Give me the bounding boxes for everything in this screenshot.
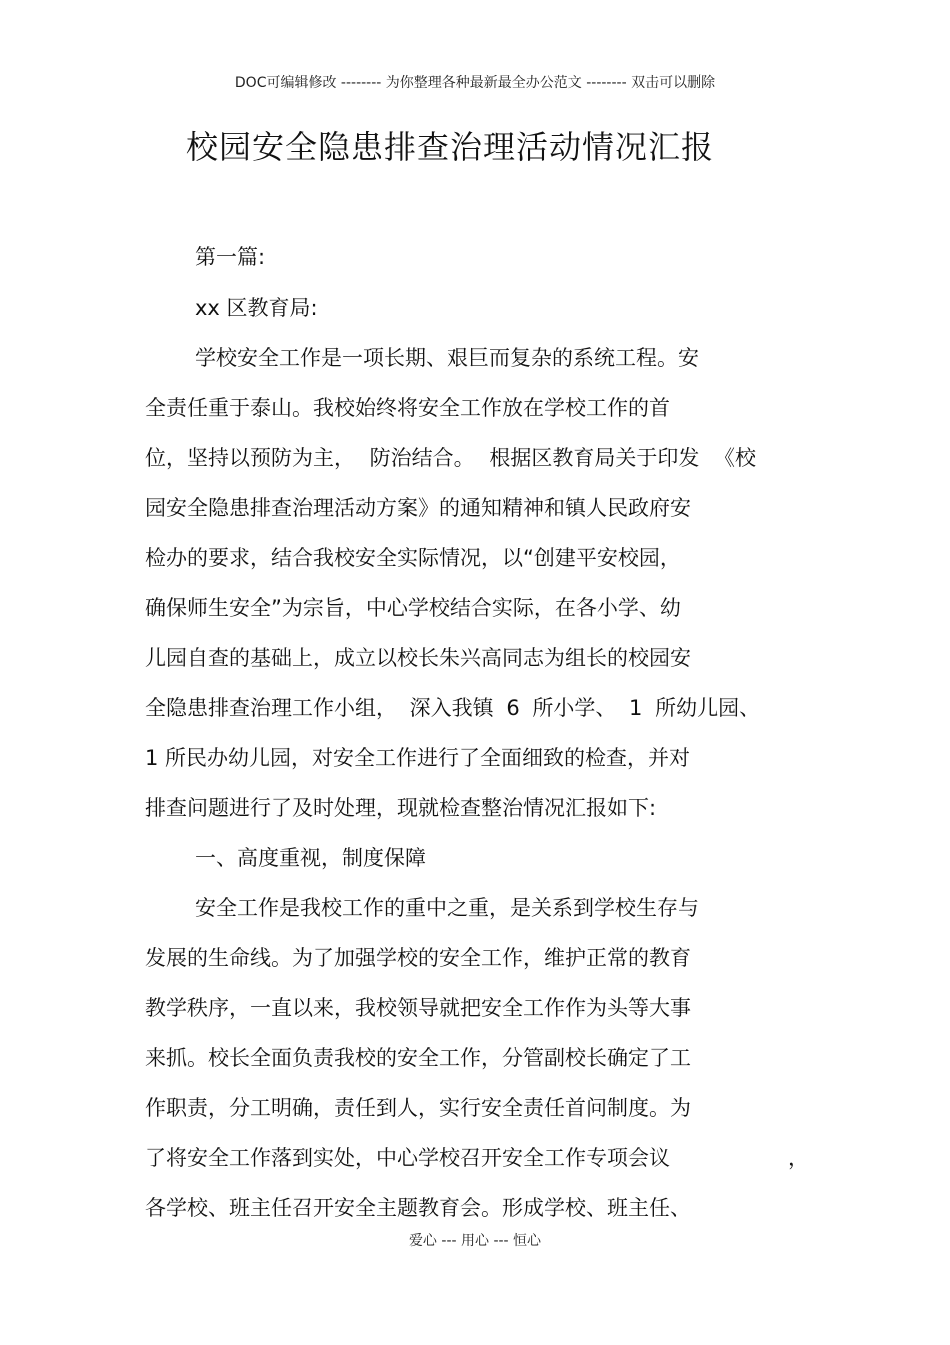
paragraph-line: 安全工作是我校工作的重中之重，是关系到学校生存与 <box>195 896 699 920</box>
paragraph-line: 位，坚持以预防为主， 防治结合。 根据区教育局关于印发 《校 <box>145 446 757 470</box>
paragraph-line: 教学秩序，一直以来，我校领导就把安全工作作为头等大事 <box>145 996 691 1020</box>
section-subheading: 一、高度重视，制度保障 <box>195 846 426 870</box>
paragraph-line: 全隐患排查治理工作小组， 深入我镇 6 所小学、 1 所幼儿园、 <box>145 696 761 720</box>
paragraph-line: 各学校、班主任召开安全主题教育会。形成学校、班主任、 <box>145 1196 691 1220</box>
page-footer: 爱心 --- 用心 --- 恒心 <box>408 1233 542 1249</box>
stray-comma: ， <box>788 1146 809 1170</box>
paragraph-line: 全责任重于泰山。我校始终将安全工作放在学校工作的首 <box>145 396 670 420</box>
paragraph-line: 学校安全工作是一项长期、艰巨而复杂的系统工程。安 <box>195 346 699 370</box>
paragraph-line: 来抓。校长全面负责我校的安全工作，分管副校长确定了工 <box>145 1046 691 1070</box>
page-header: DOC可编辑修改 -------- 为你整理各种最新最全办公范文 -------- 双击可以删除 <box>234 75 716 91</box>
paragraph-line: 儿园自查的基础上，成立以校长朱兴高同志为组长的校园安 <box>145 646 691 670</box>
section-heading: 第一篇: <box>195 245 266 269</box>
paragraph-line: 排查问题进行了及时处理，现就检查整治情况汇报如下: <box>145 796 657 820</box>
paragraph-line: 确保师生安全”为宗旨，中心学校结合实际，在各小学、幼 <box>145 596 681 620</box>
paragraph-line: 检办的要求，结合我校安全实际情况，以“创建平安校园， <box>145 546 681 570</box>
document-title: 校园安全隐患排查治理活动情况汇报 <box>185 128 714 166</box>
paragraph-line: 了将安全工作落到实处，中心学校召开安全工作专项会议 <box>145 1146 670 1170</box>
paragraph-line: 1 所民办幼儿园，对安全工作进行了全面细致的检查，并对 <box>145 746 691 770</box>
paragraph-line: 发展的生命线。为了加强学校的安全工作，维护正常的教育 <box>145 946 691 970</box>
paragraph-line: 园安全隐患排查治理活动方案》的通知精神和镇人民政府安 <box>145 496 691 520</box>
paragraph-line: 作职责，分工明确，责任到人，实行安全责任首问制度。为 <box>145 1096 691 1120</box>
salutation: xx 区教育局: <box>195 296 318 320</box>
